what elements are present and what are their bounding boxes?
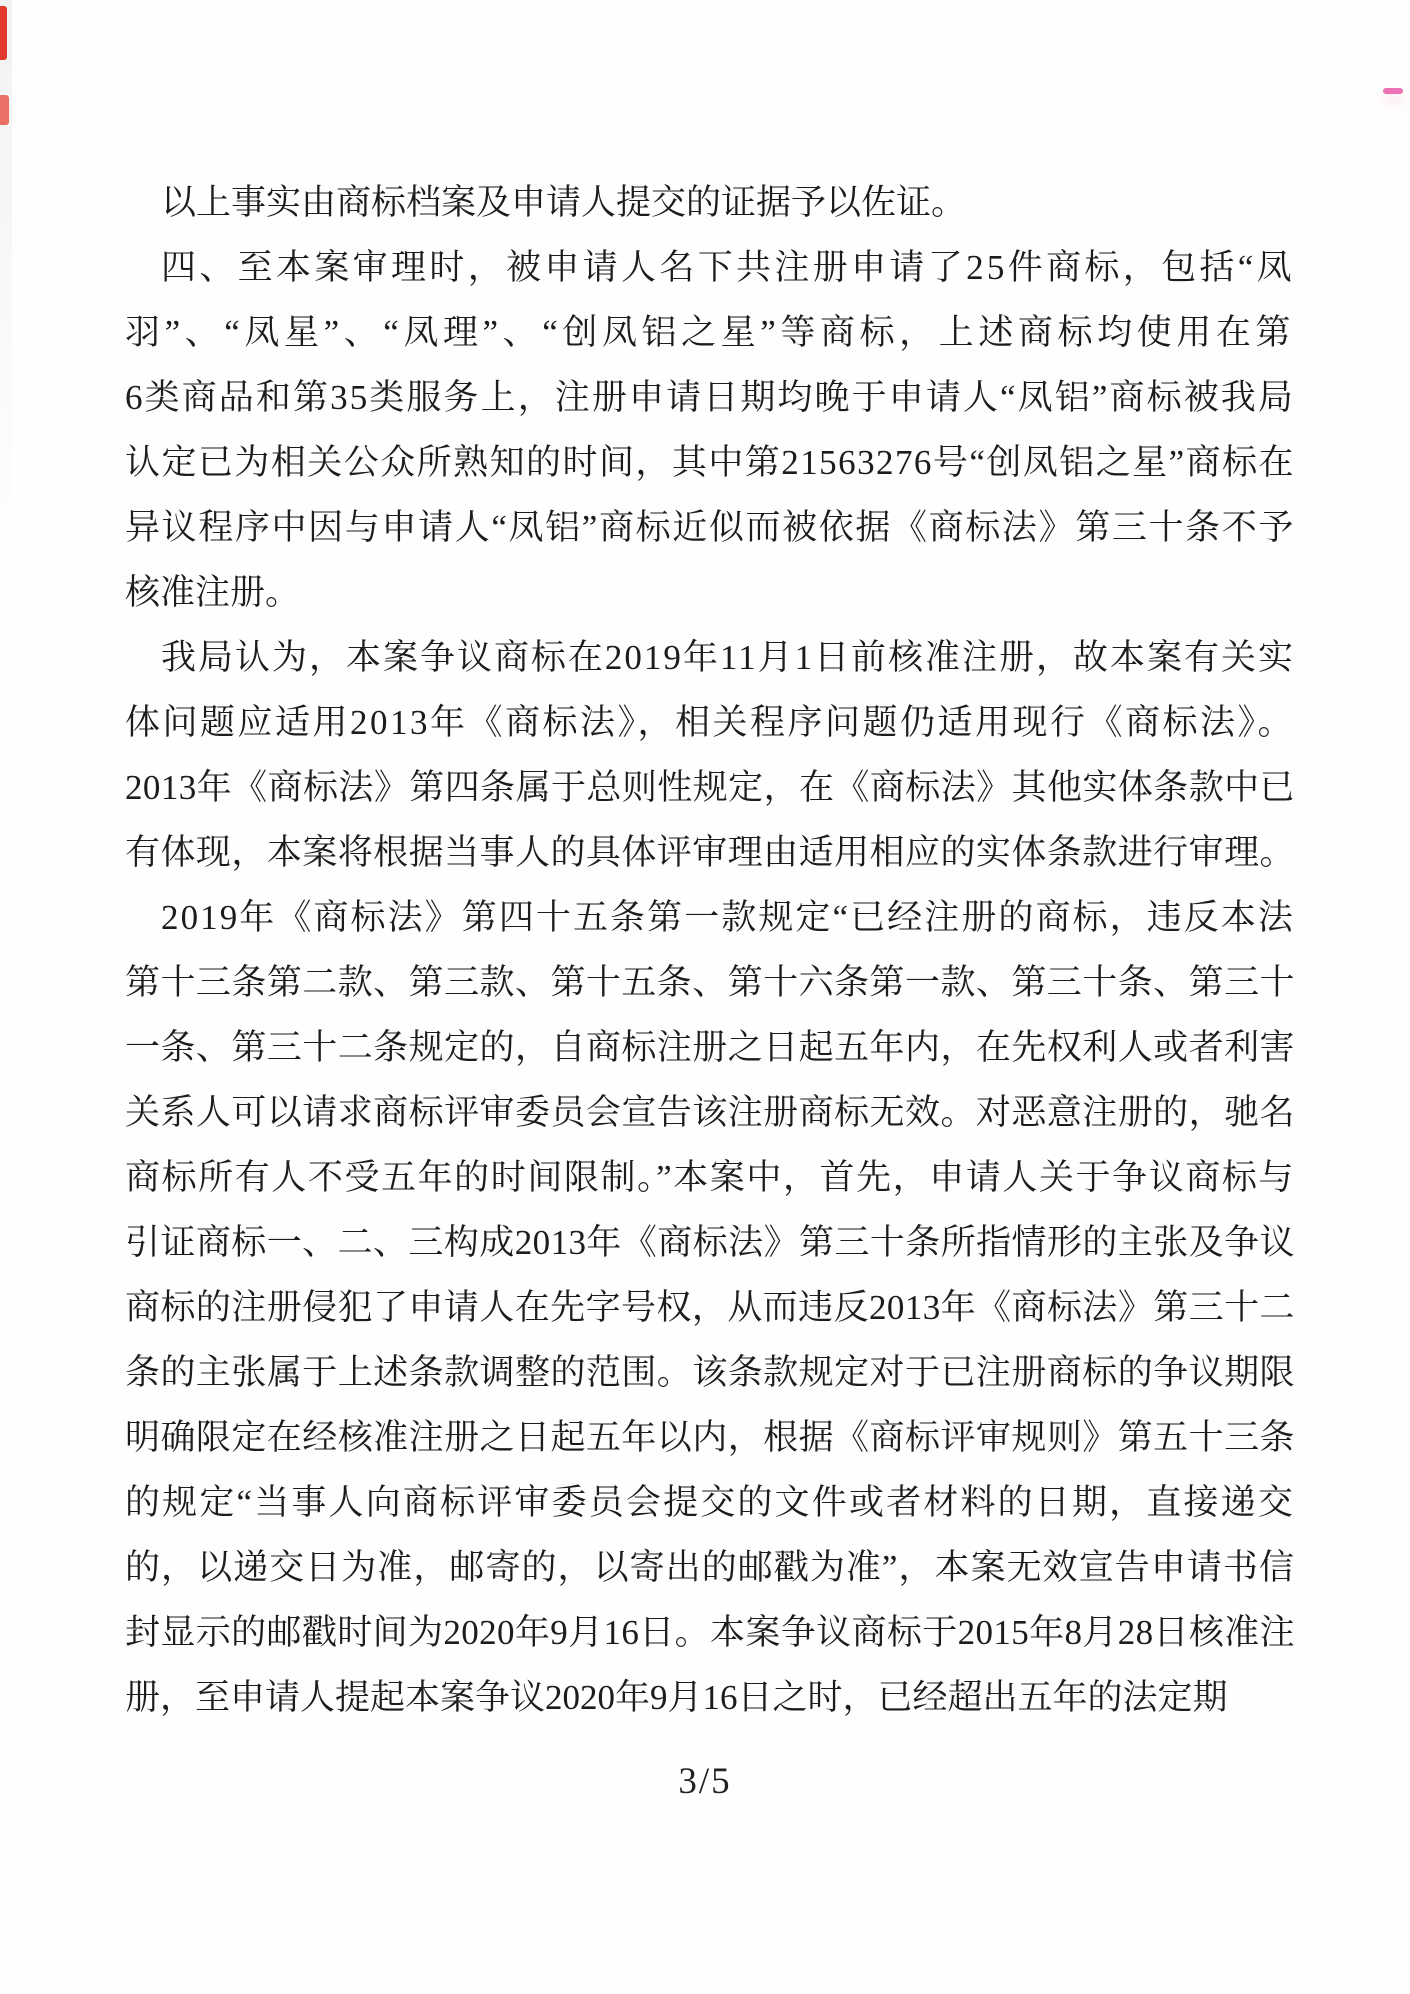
text-line: 6类商品和第35类服务上，注册申请日期均晚于申请人“凤铝”商标被我局 [125, 378, 1295, 417]
text-line: 商标的注册侵犯了申请人在先字号权，从而违反2013年《商标法》第三十二 [125, 1288, 1295, 1327]
red-scan-mark-lower [0, 95, 9, 125]
scan-edge-shadow [0, 0, 12, 560]
text-line: 册，至申请人提起本案争议2020年9月16日之时，已经超出五年的法定期 [125, 1678, 1228, 1717]
text-line: 以上事实由商标档案及申请人提交的证据予以佐证。 [161, 183, 967, 222]
text-line: 异议程序中因与申请人“凤铝”商标近似而被依据《商标法》第三十条不予 [125, 508, 1295, 547]
text-line: 的规定“当事人向商标评审委员会提交的文件或者材料的日期，直接递交 [125, 1483, 1295, 1522]
text-line: 一条、第三十二条规定的，自商标注册之日起五年内，在先权利人或者利害 [125, 1028, 1295, 1067]
document-body [125, 170, 1295, 1730]
text-line: 四、至本案审理时，被申请人名下共注册申请了25件商标，包括“凤 [161, 248, 1295, 287]
text-line: 2013年《商标法》第四条属于总则性规定，在《商标法》其他实体条款中已 [125, 768, 1295, 807]
pink-highlighter-mark [1383, 88, 1403, 94]
text-line: 条的主张属于上述条款调整的范围。该条款规定对于已注册商标的争议期限 [125, 1353, 1295, 1392]
text-line: 认定已为相关公众所熟知的时间，其中第21563276号“创凤铝之星”商标在 [125, 443, 1295, 482]
text-line: 我局认为，本案争议商标在2019年11月1日前核准注册，故本案有关实 [161, 638, 1295, 677]
text-line: 封显示的邮戳时间为2020年9月16日。本案争议商标于2015年8月28日核准注 [125, 1613, 1295, 1652]
text-line: 关系人可以请求商标评审委员会宣告该注册商标无效。对恶意注册的，驰名 [125, 1093, 1295, 1132]
text-line: 明确限定在经核准注册之日起五年以内，根据《商标评审规则》第五十三条 [125, 1418, 1295, 1457]
text-line: 体问题应适用2013年《商标法》，相关程序问题仍适用现行《商标法》。 [125, 703, 1295, 742]
text-line: 商标所有人不受五年的时间限制。”本案中，首先，申请人关于争议商标与 [125, 1158, 1295, 1197]
text-line: 核准注册。 [125, 573, 301, 612]
text-line: 羽”、“凤星”、“凤理”、“创凤铝之星”等商标，上述商标均使用在第 [125, 313, 1295, 352]
text-line: 有体现，本案将根据当事人的具体评审理由适用相应的实体条款进行审理。 [125, 833, 1295, 872]
red-scan-mark-top [0, 6, 7, 60]
text-line: 的，以递交日为准，邮寄的，以寄出的邮戳为准”，本案无效宣告申请书信 [125, 1548, 1295, 1587]
page-number: 3/5 [678, 1761, 732, 1802]
text-line: 第十三条第二款、第三款、第十五条、第十六条第一款、第三十条、第三十 [125, 963, 1295, 1002]
text-line: 引证商标一、二、三构成2013年《商标法》第三十条所指情形的主张及争议 [125, 1223, 1295, 1262]
text-line: 2019年《商标法》第四十五条第一款规定“已经注册的商标，违反本法 [161, 898, 1295, 937]
